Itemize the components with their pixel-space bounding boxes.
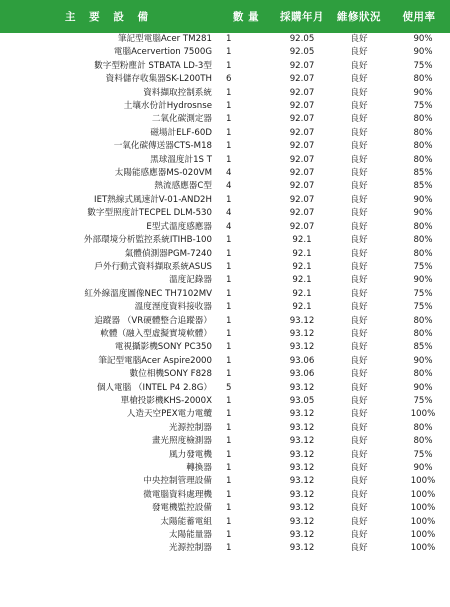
status-cell: 良好 <box>350 235 368 246</box>
usage-rate-cell: 80% <box>413 436 433 447</box>
status-cell: 良好 <box>350 436 368 447</box>
equipment-name-cell: 黑球溫度計1S T <box>150 154 212 165</box>
status-cell: 良好 <box>350 261 368 272</box>
quantity-cell: 1 <box>226 154 232 165</box>
equipment-name-cell: E型式溫度感應器 <box>146 221 212 232</box>
table-row <box>0 502 450 515</box>
table-row <box>0 382 450 395</box>
quantity-cell: 1 <box>226 34 232 44</box>
table-row <box>0 274 450 287</box>
purchase-date-cell: 92.07 <box>289 114 315 125</box>
table-row <box>0 489 450 502</box>
status-cell: 良好 <box>350 422 368 433</box>
usage-rate-cell: 85% <box>413 181 433 192</box>
status-cell: 良好 <box>350 328 368 339</box>
equipment-name-cell: 電視攝影機SONY PC350 <box>114 342 212 353</box>
table-row <box>0 328 450 341</box>
purchase-date-cell: 93.12 <box>289 463 315 473</box>
quantity-cell: 1 <box>226 288 232 299</box>
quantity-cell: 1 <box>226 101 232 112</box>
purchase-date-cell: 92.1 <box>292 248 312 259</box>
table-row <box>0 221 450 234</box>
purchase-date-cell: 93.12 <box>289 328 315 339</box>
purchase-date-cell: 92.07 <box>289 154 315 165</box>
status-cell: 良好 <box>350 47 368 58</box>
equipment-name-cell: IET熱線式風速計V-01-AND2H <box>94 194 212 205</box>
quantity-cell: 1 <box>226 328 232 339</box>
equipment-name-cell: 氣體偵測器PGM-7240 <box>124 248 212 259</box>
quantity-cell: 1 <box>226 141 232 152</box>
usage-rate-cell: 90% <box>413 194 433 205</box>
equipment-name-cell: 筆記型電腦Acer TM281 <box>117 34 212 44</box>
purchase-date-cell: 93.12 <box>289 543 315 554</box>
status-cell: 良好 <box>350 74 368 85</box>
usage-rate-cell: 90% <box>413 275 433 286</box>
equipment-name-cell: 太陽能量器 <box>169 530 212 541</box>
table-body <box>0 33 450 556</box>
quantity-cell: 1 <box>226 530 232 541</box>
status-cell: 良好 <box>350 355 368 366</box>
usage-rate-cell: 80% <box>413 154 433 165</box>
equipment-name-cell: 一氧化碳傳送器CTS-M18 <box>113 141 212 152</box>
quantity-cell: 1 <box>226 422 232 433</box>
quantity-cell: 4 <box>226 221 232 232</box>
usage-rate-cell: 90% <box>413 382 433 393</box>
status-cell: 良好 <box>350 369 368 380</box>
purchase-date-cell: 93.12 <box>289 503 315 514</box>
equipment-name-cell: 外部環境分析監控系統ITIHB-100 <box>83 235 212 246</box>
quantity-cell: 1 <box>226 235 232 246</box>
status-cell: 良好 <box>350 382 368 393</box>
purchase-date-cell: 93.12 <box>289 422 315 433</box>
table-row <box>0 395 450 408</box>
purchase-date-cell: 92.05 <box>289 47 315 58</box>
table-row <box>0 301 450 314</box>
usage-rate-cell: 75% <box>413 101 433 112</box>
status-cell: 良好 <box>350 127 368 138</box>
usage-rate-cell: 75% <box>413 261 433 272</box>
equipment-name-cell: 太陽能蓄電組 <box>160 516 212 527</box>
status-cell: 良好 <box>350 489 368 500</box>
equipment-name-cell: 人造天空PEX電力電纜 <box>126 409 212 420</box>
equipment-name-cell: 風力發電機 <box>169 449 212 460</box>
equipment-name-cell: 電腦Acervertion 7500G <box>113 47 212 58</box>
purchase-date-cell: 92.07 <box>289 60 315 71</box>
equipment-name-cell: 資料擷取控制系統 <box>143 87 212 98</box>
table-row <box>0 516 450 529</box>
purchase-date-cell: 92.07 <box>289 221 315 232</box>
usage-rate-cell: 75% <box>413 288 433 299</box>
usage-rate-cell: 80% <box>413 422 433 433</box>
equipment-name-cell: 軟體（融入型虛擬實境軟體） <box>100 328 212 339</box>
equipment-name-cell: 太陽能感應器MS-020VM <box>114 168 212 179</box>
table-row <box>0 140 450 153</box>
equipment-name-cell: 磁場計ELF-60D <box>150 127 212 138</box>
table-row <box>0 288 450 301</box>
status-cell: 良好 <box>350 101 368 112</box>
table-row <box>0 261 450 274</box>
table-row <box>0 234 450 247</box>
header-purchase-date: 採購年月 <box>280 11 324 23</box>
purchase-date-cell: 92.07 <box>289 87 315 98</box>
purchase-date-cell: 93.12 <box>289 382 315 393</box>
quantity-cell: 1 <box>226 315 232 326</box>
quantity-cell: 1 <box>226 543 232 554</box>
purchase-date-cell: 92.07 <box>289 141 315 152</box>
equipment-name-cell: 溫度溼度資料接收器 <box>134 302 212 313</box>
usage-rate-cell: 80% <box>413 74 433 85</box>
status-cell: 良好 <box>350 181 368 192</box>
equipment-name-cell: 轉換器 <box>186 463 212 473</box>
usage-rate-cell: 80% <box>413 315 433 326</box>
status-cell: 良好 <box>350 409 368 420</box>
usage-rate-cell: 100% <box>410 530 436 541</box>
status-cell: 良好 <box>350 476 368 487</box>
table-row <box>0 435 450 448</box>
purchase-date-cell: 93.12 <box>289 489 315 500</box>
status-cell: 良好 <box>350 248 368 259</box>
usage-rate-cell: 100% <box>410 516 436 527</box>
purchase-date-cell: 93.05 <box>289 395 315 406</box>
header-quantity: 數 量 <box>232 11 260 23</box>
purchase-date-cell: 93.12 <box>289 436 315 447</box>
status-cell: 良好 <box>350 60 368 71</box>
quantity-cell: 4 <box>226 168 232 179</box>
table-row <box>0 341 450 354</box>
quantity-cell: 1 <box>226 395 232 406</box>
quantity-cell: 1 <box>226 463 232 473</box>
quantity-cell: 1 <box>226 60 232 71</box>
usage-rate-cell: 80% <box>413 221 433 232</box>
purchase-date-cell: 92.07 <box>289 127 315 138</box>
purchase-date-cell: 93.12 <box>289 315 315 326</box>
status-cell: 良好 <box>350 395 368 406</box>
quantity-cell: 1 <box>226 342 232 353</box>
table-row <box>0 87 450 100</box>
quantity-cell: 1 <box>226 369 232 380</box>
usage-rate-cell: 80% <box>413 127 433 138</box>
usage-rate-cell: 75% <box>413 302 433 313</box>
equipment-name-cell: 戶外行動式資料擷取系統ASUS <box>94 261 212 272</box>
status-cell: 良好 <box>350 208 368 219</box>
usage-rate-cell: 75% <box>413 449 433 460</box>
usage-rate-cell: 75% <box>413 395 433 406</box>
purchase-date-cell: 92.07 <box>289 101 315 112</box>
quantity-cell: 1 <box>226 355 232 366</box>
header-equipment: 主 要 設 備 <box>65 11 153 23</box>
purchase-date-cell: 92.1 <box>292 235 312 246</box>
table-row <box>0 194 450 207</box>
purchase-date-cell: 92.07 <box>289 208 315 219</box>
equipment-name-cell: 紅外線溫度圖像NEC TH7102MV <box>84 288 212 299</box>
table-row <box>0 154 450 167</box>
usage-rate-cell: 90% <box>413 87 433 98</box>
quantity-cell: 5 <box>226 382 232 393</box>
quantity-cell: 1 <box>226 449 232 460</box>
table-row <box>0 529 450 542</box>
quantity-cell: 1 <box>226 194 232 205</box>
usage-rate-cell: 85% <box>413 342 433 353</box>
quantity-cell: 1 <box>226 489 232 500</box>
equipment-name-cell: 數位相機SONY F828 <box>129 369 212 380</box>
usage-rate-cell: 100% <box>410 476 436 487</box>
equipment-name-cell: 土壤水份計Hydrosnse <box>123 101 212 112</box>
table-row <box>0 422 450 435</box>
usage-rate-cell: 80% <box>413 235 433 246</box>
status-cell: 良好 <box>350 288 368 299</box>
equipment-name-cell: 熱流感應器C型 <box>154 181 212 192</box>
usage-rate-cell: 90% <box>413 463 433 473</box>
table-row <box>0 475 450 488</box>
equipment-name-cell: 微電腦資料處理機 <box>143 489 212 500</box>
table-row <box>0 207 450 220</box>
purchase-date-cell: 92.07 <box>289 181 315 192</box>
usage-rate-cell: 80% <box>413 114 433 125</box>
table-row <box>0 60 450 73</box>
equipment-name-cell: 數字型粉塵計 STBATA LD-3型 <box>94 60 212 71</box>
status-cell: 良好 <box>350 516 368 527</box>
usage-rate-cell: 80% <box>413 328 433 339</box>
equipment-name-cell: 筆記型電腦Acer Aspire2000 <box>98 355 212 366</box>
purchase-date-cell: 93.12 <box>289 516 315 527</box>
purchase-date-cell: 92.07 <box>289 74 315 85</box>
quantity-cell: 1 <box>226 503 232 514</box>
status-cell: 良好 <box>350 154 368 165</box>
status-cell: 良好 <box>350 194 368 205</box>
usage-rate-cell: 90% <box>413 47 433 58</box>
equipment-name-cell: 單槍投影機KHS-2000X <box>120 395 212 406</box>
header-maintenance-status: 維修狀況 <box>337 11 381 23</box>
quantity-cell: 1 <box>226 302 232 313</box>
usage-rate-cell: 80% <box>413 248 433 259</box>
equipment-name-cell: 畫光照度檢測器 <box>151 436 212 447</box>
equipment-name-cell: 個人電腦 （INTEL P4 2.8G） <box>96 382 212 393</box>
quantity-cell: 4 <box>226 181 232 192</box>
purchase-date-cell: 92.1 <box>292 288 312 299</box>
header-usage-rate: 使用率 <box>402 11 436 23</box>
table-row <box>0 408 450 421</box>
purchase-date-cell: 93.06 <box>289 355 315 366</box>
equipment-name-cell: 光源控制器 <box>169 543 212 554</box>
status-cell: 良好 <box>350 315 368 326</box>
table-row <box>0 180 450 193</box>
header-row <box>0 0 450 33</box>
table-row <box>0 368 450 381</box>
table-row <box>0 449 450 462</box>
usage-rate-cell: 90% <box>413 208 433 219</box>
purchase-date-cell: 93.06 <box>289 369 315 380</box>
purchase-date-cell: 93.12 <box>289 342 315 353</box>
purchase-date-cell: 93.12 <box>289 530 315 541</box>
usage-rate-cell: 75% <box>413 60 433 71</box>
status-cell: 良好 <box>350 449 368 460</box>
quantity-cell: 1 <box>226 127 232 138</box>
purchase-date-cell: 92.05 <box>289 34 315 44</box>
equipment-name-cell: 光源控制器 <box>169 422 212 433</box>
status-cell: 良好 <box>350 530 368 541</box>
purchase-date-cell: 93.12 <box>289 409 315 420</box>
quantity-cell: 1 <box>226 248 232 259</box>
status-cell: 良好 <box>350 463 368 473</box>
quantity-cell: 1 <box>226 436 232 447</box>
purchase-date-cell: 92.07 <box>289 194 315 205</box>
table-row <box>0 355 450 368</box>
status-cell: 良好 <box>350 221 368 232</box>
equipment-name-cell: 追蹤器 （VR硬體整合追蹤器） <box>94 315 212 326</box>
equipment-name-cell: 發電機監控設備 <box>151 503 212 514</box>
usage-rate-cell: 100% <box>410 503 436 514</box>
quantity-cell: 4 <box>226 208 232 219</box>
status-cell: 良好 <box>350 342 368 353</box>
usage-rate-cell: 100% <box>410 543 436 554</box>
purchase-date-cell: 92.1 <box>292 261 312 272</box>
quantity-cell: 1 <box>226 47 232 58</box>
table-row <box>0 542 450 555</box>
equipment-name-cell: 二氧化碳測定器 <box>151 114 212 125</box>
usage-rate-cell: 90% <box>413 355 433 366</box>
purchase-date-cell: 92.07 <box>289 168 315 179</box>
table-row <box>0 127 450 140</box>
status-cell: 良好 <box>350 34 368 44</box>
usage-rate-cell: 90% <box>413 34 433 44</box>
usage-rate-cell: 85% <box>413 168 433 179</box>
equipment-name-cell: 中央控制管理設備 <box>143 476 212 487</box>
equipment-name-cell: 數字型照度計TECPEL DLM-530 <box>87 208 212 219</box>
equipment-name-cell: 資料儲存收集器SK-L200TH <box>105 74 212 85</box>
quantity-cell: 1 <box>226 275 232 286</box>
status-cell: 良好 <box>350 87 368 98</box>
table-row <box>0 33 450 46</box>
table-header <box>0 0 450 33</box>
status-cell: 良好 <box>350 141 368 152</box>
purchase-date-cell: 93.12 <box>289 476 315 487</box>
purchase-date-cell: 92.1 <box>292 275 312 286</box>
usage-rate-cell: 100% <box>410 489 436 500</box>
purchase-date-cell: 93.12 <box>289 449 315 460</box>
table-row <box>0 248 450 261</box>
status-cell: 良好 <box>350 168 368 179</box>
quantity-cell: 1 <box>226 261 232 272</box>
status-cell: 良好 <box>350 114 368 125</box>
status-cell: 良好 <box>350 503 368 514</box>
quantity-cell: 1 <box>226 476 232 487</box>
table-row <box>0 462 450 475</box>
table-row <box>0 113 450 126</box>
usage-rate-cell: 100% <box>410 409 436 420</box>
status-cell: 良好 <box>350 275 368 286</box>
status-cell: 良好 <box>350 302 368 313</box>
quantity-cell: 6 <box>226 74 232 85</box>
status-cell: 良好 <box>350 543 368 554</box>
table-row <box>0 46 450 59</box>
table-row <box>0 167 450 180</box>
quantity-cell: 1 <box>226 114 232 125</box>
quantity-cell: 1 <box>226 409 232 420</box>
table-row <box>0 315 450 328</box>
equipment-name-cell: 溫度記錄器 <box>169 275 212 286</box>
usage-rate-cell: 80% <box>413 369 433 380</box>
purchase-date-cell: 92.1 <box>292 302 312 313</box>
quantity-cell: 1 <box>226 516 232 527</box>
table-row <box>0 73 450 86</box>
quantity-cell: 1 <box>226 87 232 98</box>
usage-rate-cell: 80% <box>413 141 433 152</box>
table-row <box>0 100 450 113</box>
